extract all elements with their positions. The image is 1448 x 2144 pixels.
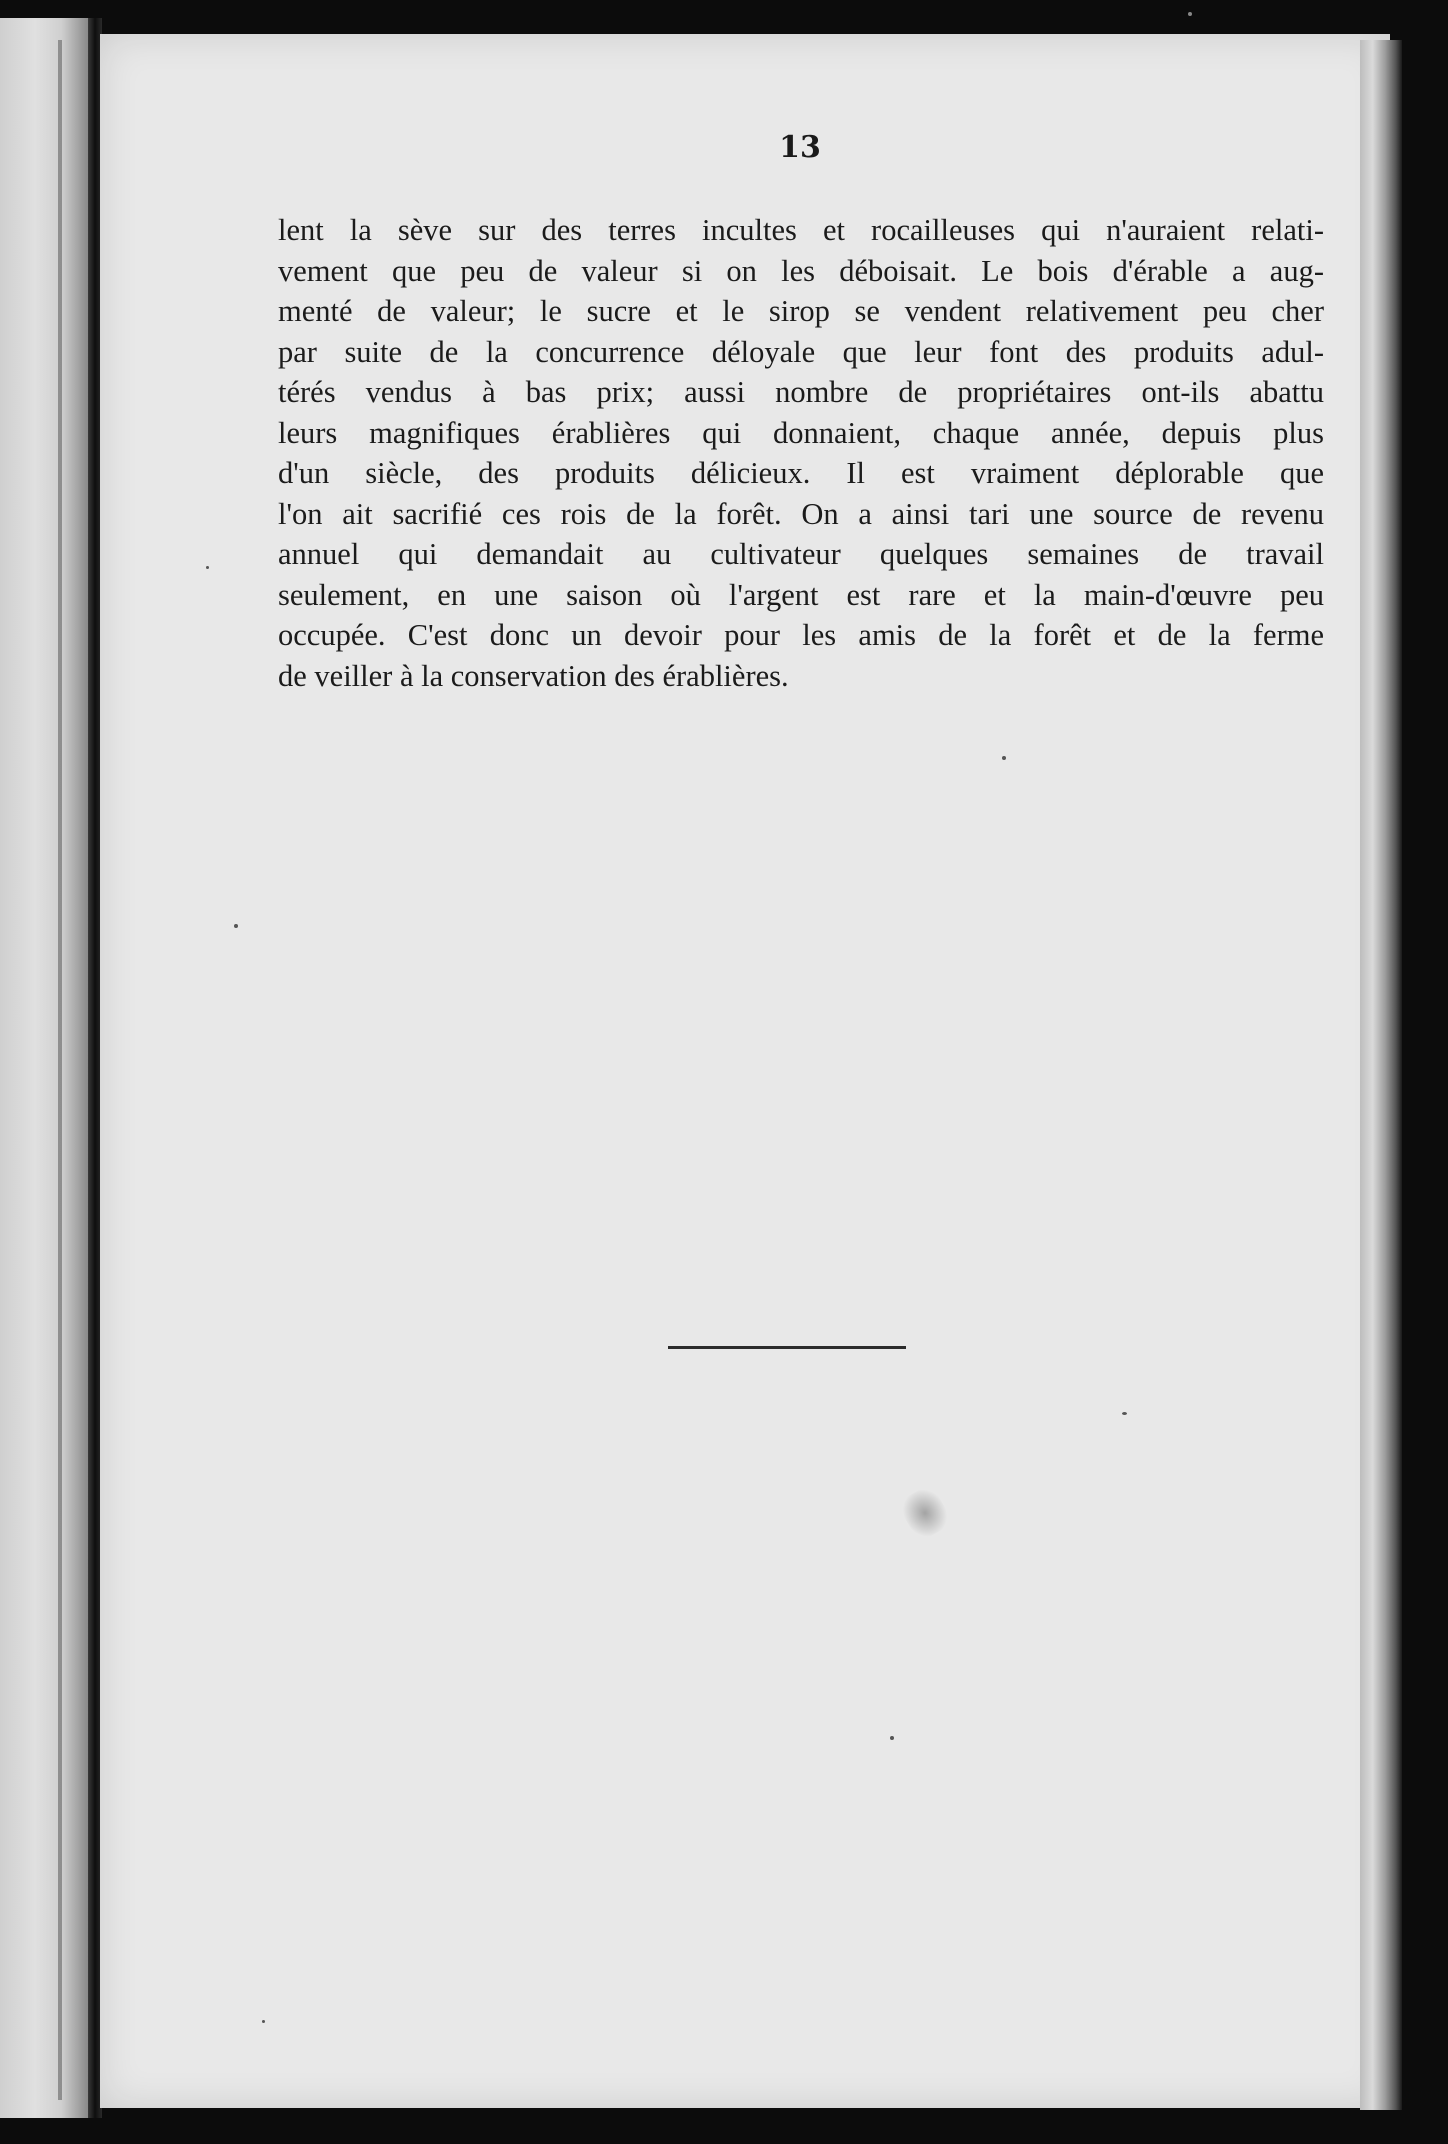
paper-speck [1188, 12, 1192, 16]
page-number [0, 130, 1400, 165]
page-number-text: 13 [779, 130, 821, 165]
paper-speck [1122, 1412, 1127, 1415]
text-line: lent la sève sur des terres incultes et rocailleuses qui n'auraient relati- [278, 213, 1324, 247]
text-line: leurs magnifiques érablières qui donnaient, chaque année, depuis plus [278, 415, 1324, 450]
body-paragraph [278, 210, 1324, 696]
text-line: térés vendus à bas prix; aussi nombre de propriétaires ont-ils abattu [278, 375, 1324, 409]
paper-speck [234, 924, 238, 928]
text-line-last: de veiller à la conservation des érablières. [278, 658, 789, 693]
left-page-spine-shadow [58, 40, 62, 2100]
text-line: seulement, en une saison où l'argent est rare et la main-d'œuvre peu [278, 577, 1324, 612]
text-line: vement que peu de valeur si on les déboisait. Le bois d'érable a aug- [278, 253, 1324, 288]
text-line: l'on ait sacrifié ces rois de la forêt. On a ainsi tari une source de revenu [278, 496, 1324, 531]
paper-speck [890, 1736, 894, 1740]
right-page-edges [1360, 40, 1402, 2110]
paper-speck [1002, 756, 1006, 760]
text-line: par suite de la concurrence déloyale que leur font des produits adul- [278, 334, 1324, 369]
section-end-rule [668, 1346, 906, 1349]
text-line: menté de valeur; le sucre et le sirop se vendent relativement peu cher [278, 294, 1324, 328]
text-line: occupée. C'est donc un devoir pour les amis de la forêt et de la ferme [278, 618, 1324, 652]
paper-speck [262, 2020, 265, 2023]
left-page-edge [0, 18, 88, 2118]
text-line: d'un siècle, des produits délicieux. Il est vraiment déplorable que [278, 456, 1324, 490]
paper-speck [206, 566, 209, 569]
text-line: annuel qui demandait au cultivateur quelques semaines de travail [278, 537, 1324, 571]
